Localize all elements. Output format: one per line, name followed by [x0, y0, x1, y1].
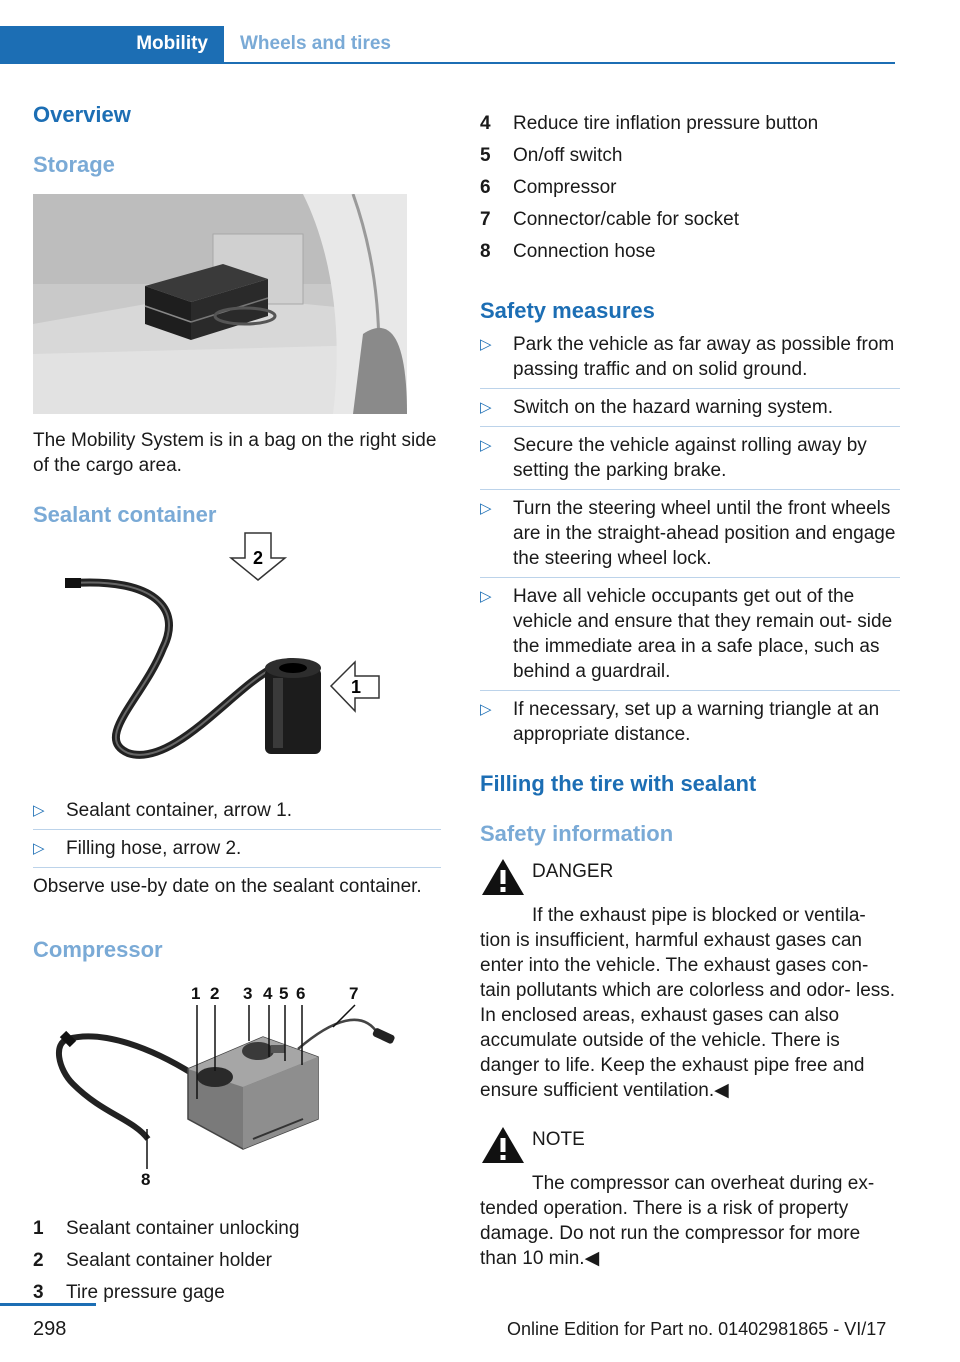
- filling-tire-heading: Filling the tire with sealant: [480, 771, 757, 796]
- storage-heading: Storage: [33, 152, 115, 177]
- list-item: ▷ Have all vehicle occupants get out of the vehicle and ensure that they remain out- side the immediate area in a safe place, such as behind a guardrail.: [480, 586, 893, 682]
- note-block: [480, 1127, 900, 1271]
- bullet-triangle-icon: ▷: [33, 802, 45, 819]
- tab-mobility[interactable]: Mobility: [0, 26, 224, 62]
- warning-triangle-icon: [480, 857, 526, 897]
- list-item: 3 Tire pressure gage: [33, 1282, 225, 1303]
- header-tabs: [0, 26, 895, 64]
- sealant-container-heading: Sealant container: [33, 502, 217, 527]
- safety-information-heading: Safety information: [480, 821, 674, 846]
- tab-wheels-and-tires[interactable]: Wheels and tires: [240, 33, 391, 54]
- list-item: 6 Compressor: [480, 177, 617, 198]
- callout-7: 7: [349, 984, 359, 1003]
- bullet-triangle-icon: ▷: [480, 500, 492, 517]
- callout-arrow-1: 1: [350, 677, 362, 697]
- list-item: ▷ Filling hose, arrow 2.: [33, 838, 242, 859]
- list-item: ▷ Secure the vehicle against rolling away by setting the parking brake.: [480, 435, 867, 481]
- overview-heading: Overview: [33, 102, 131, 127]
- list-item: 2 Sealant container holder: [33, 1250, 272, 1271]
- compressor-diagram: [33, 979, 407, 1203]
- sealant-list: [33, 798, 441, 868]
- bullet-triangle-icon: ▷: [480, 701, 492, 718]
- list-item: 7 Connector/cable for socket: [480, 209, 740, 230]
- callout-arrow-2: 2: [252, 548, 264, 568]
- list-item: ▷ Sealant container, arrow 1.: [33, 800, 293, 821]
- list-item: ▷ Turn the steering wheel until the front wheels are in the straight-ahead position and engage the steering wheel lock.: [480, 498, 896, 569]
- safety-measures-heading: Safety measures: [480, 298, 655, 323]
- list-item: ▷ If necessary, set up a warning triangle at an appropriate distance.: [480, 699, 880, 745]
- storage-text: The Mobility System is in a bag on the right side of the cargo area.: [33, 430, 437, 476]
- list-item: ▷ Park the vehicle as far away as possible from passing traffic and on solid ground.: [480, 334, 895, 380]
- warning-triangle-icon: [480, 1125, 526, 1165]
- note-text: The compressor can overheat during ex- tended operation. There is a risk of property damage. Do not run the compressor for more than 10 min.◀: [480, 1173, 875, 1269]
- list-item: 8 Connection hose: [480, 241, 656, 262]
- bullet-triangle-icon: ▷: [480, 437, 492, 454]
- footer-rule: [0, 1303, 96, 1306]
- callout-6: 6: [296, 984, 306, 1003]
- list-item: 4 Reduce tire inflation pressure button: [480, 113, 819, 134]
- bullet-triangle-icon: ▷: [480, 588, 492, 605]
- callout-3: 3: [243, 984, 253, 1003]
- list-item: 1 Sealant container unlocking: [33, 1218, 300, 1239]
- compressor-heading: Compressor: [33, 937, 163, 962]
- note-label: NOTE: [532, 1129, 585, 1150]
- callout-1: 1: [191, 984, 201, 1003]
- callout-8: 8: [141, 1170, 151, 1189]
- left-column: [33, 100, 441, 1309]
- callout-4: 4: [263, 984, 273, 1003]
- bullet-triangle-icon: ▷: [33, 840, 45, 857]
- callout-5: 5: [279, 984, 289, 1003]
- list-item: ▷ Switch on the hazard warning system.: [480, 397, 833, 418]
- right-column: [480, 108, 900, 1271]
- danger-text: If the exhaust pipe is blocked or ventila- tion is insufficient, harmful exhaust gases can enter into the vehicle. The exhaust gases con- tain pollutants which are colorless and odor- less. In enclosed areas, exhaust gases can also accumulate outside of the vehicle. There is danger to life. Keep the exhaust pipe free and ensure sufficient ventilation.◀: [480, 905, 896, 1101]
- bullet-triangle-icon: ▷: [480, 336, 492, 353]
- cargo-area-photo: [33, 194, 407, 414]
- sealant-container-diagram: [33, 528, 407, 778]
- safety-measures-list: [480, 332, 900, 747]
- sealant-note: Observe use-by date on the sealant container.: [33, 876, 422, 897]
- compressor-parts-list-left: [33, 1213, 441, 1309]
- online-edition-text: Online Edition for Part no. 01402981865 - VI/17: [507, 1319, 887, 1339]
- compressor-parts-list-right: [480, 108, 900, 268]
- list-item: 5 On/off switch: [480, 145, 623, 166]
- bullet-triangle-icon: ▷: [480, 399, 492, 416]
- danger-label: DANGER: [532, 861, 614, 882]
- danger-block: [480, 859, 900, 1103]
- callout-2: 2: [210, 984, 220, 1003]
- page-number: 298: [33, 1318, 67, 1340]
